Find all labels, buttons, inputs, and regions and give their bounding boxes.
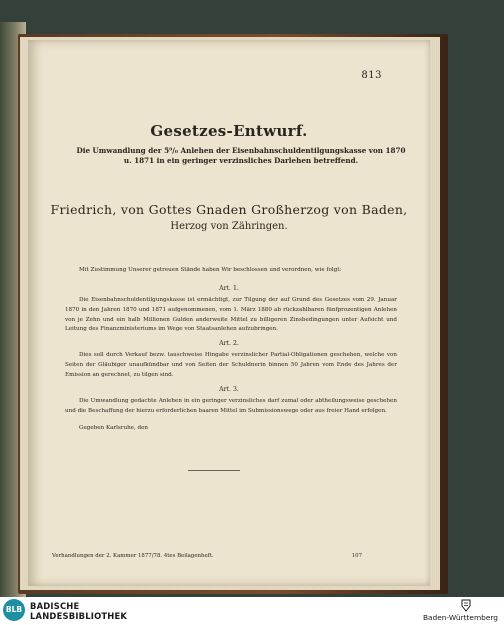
article-1-text: Die Eisenbahnschuldentilgungskasse ist ermächtigt, zur Tilgung der auf Grund des Gesetzes vom 29. Januar 1870 in den Jahren 1870 und 1871 aufgenommenen, vom 1. März 1880 ab rückzahlbaren fünfprozentigen Anlehen von je Zehn und ein halb Millionen Gulden anderweite Mittel zu billigeren Zinsbedingungen unter Aufsicht und Leitung des Finanzministeriums im Wege von Staatsanlehen aufzubringen. bbox=[65, 297, 397, 333]
closing-line: Gegeben Karlsruhe, den bbox=[79, 425, 149, 431]
article-2-heading: Art. 2. bbox=[219, 340, 239, 347]
article-3-heading: Art. 3. bbox=[219, 386, 239, 393]
footer-source: Verhandlungen der 2. Kammer 1877/78. 4tes Beilagenheft. bbox=[52, 553, 214, 559]
article-3-text: Die Umwandlung gedachte Anlehen in ein geringer verzinsliches darf zumal oder abtheilungsweise geschehen und die Beschaffung der hierzu erforderlichen baaren Mittel im Submissionswege oder aus freier Hand erfolgen. bbox=[65, 398, 397, 414]
article-2-text: Dies soll durch Verkauf bezw. tauschweise Hingabe verzinslicher Partial-Obligationen geschehen, welche von Seiten der Gläubiger unaufkündbar und von Seiten der Schuldnerin binnen 50 Jahren vom Ende des Jahres der Emission an gerechnet, zu tilgen sind. bbox=[65, 352, 397, 378]
blb-logo-icon[interactable]: BLB bbox=[3, 599, 25, 621]
footer-sheet-number: 107 bbox=[351, 553, 362, 559]
state-crest-icon bbox=[459, 598, 473, 612]
signature-rule bbox=[188, 470, 240, 471]
page-number: 813 bbox=[361, 70, 382, 81]
sovereign-title: Friedrich, von Gottes Gnaden Großherzog von Baden, bbox=[50, 202, 408, 217]
document-page bbox=[28, 40, 430, 586]
document-title: Gesetzes-Entwurf. bbox=[150, 122, 308, 140]
sovereign-subtitle: Herzog von Zähringen. bbox=[170, 221, 288, 232]
library-name-line2: LANDESBIBLIOTHEK bbox=[30, 611, 128, 621]
state-name[interactable]: Baden-Württemberg bbox=[422, 613, 498, 622]
article-1-heading: Art. 1. bbox=[219, 285, 239, 292]
enactment-formula: Mit Zustimmung Unserer getreuen Stände haben Wir beschlossen und verordnen, wie folgt: bbox=[79, 267, 342, 273]
library-name-line1: BADISCHE bbox=[30, 601, 80, 611]
branding-bar bbox=[0, 597, 504, 625]
library-name[interactable] bbox=[30, 601, 127, 621]
document-subtitle: Die Umwandlung der 5⁰/₀ Anlehen der Eisenbahnschuldentilgungskasse von 1870 u. 1871 in ein geringer verzinsliches Darlehen betreffend. bbox=[76, 146, 406, 165]
